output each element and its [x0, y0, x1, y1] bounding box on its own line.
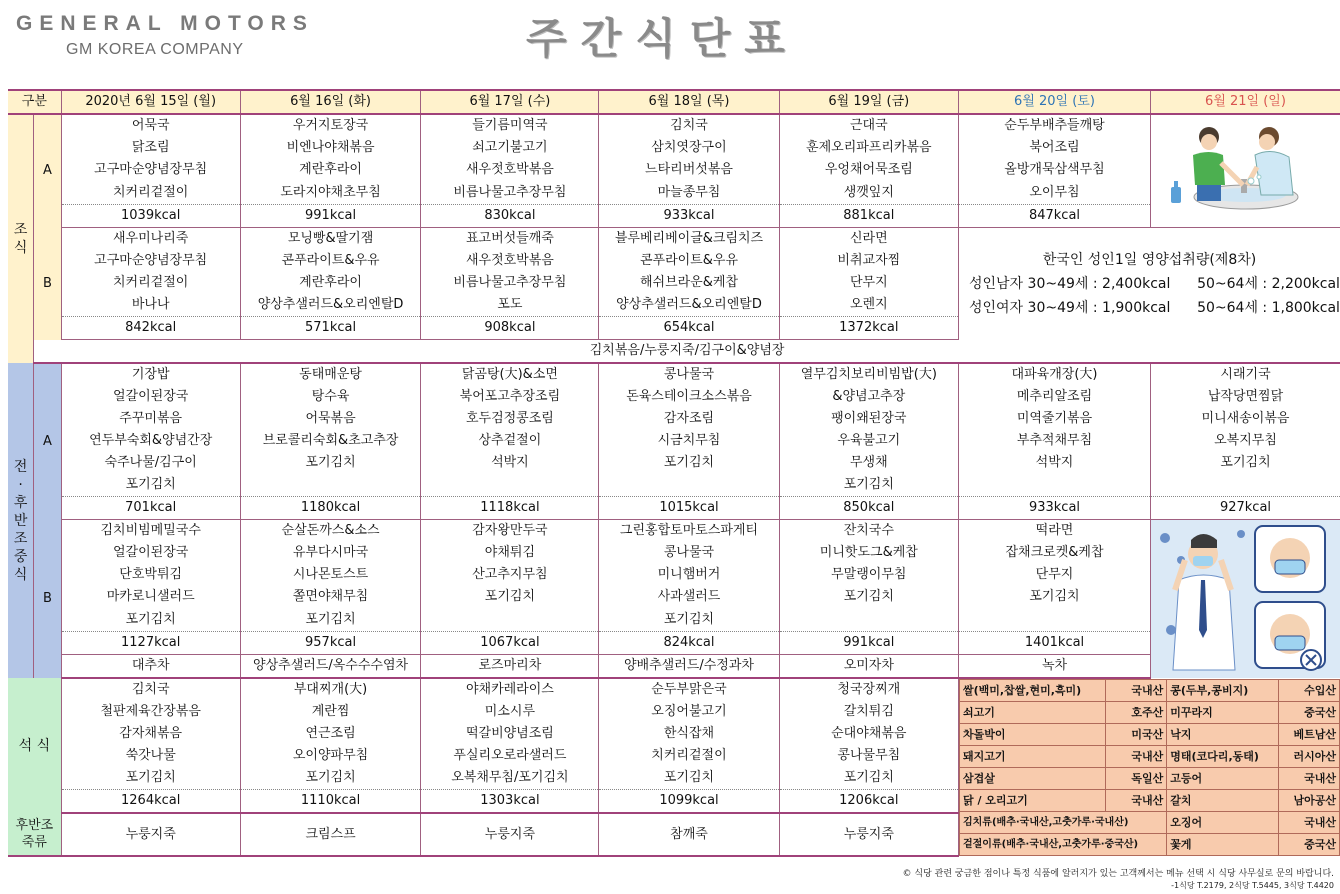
porridge-item: 참깨죽	[599, 813, 779, 856]
menu-item: 단호박튀김	[61, 564, 240, 586]
kcal: 830kcal	[421, 204, 599, 227]
menu-item: 열무김치보리비빔밥(大)	[779, 363, 958, 386]
menu-item: 포기김치	[61, 609, 240, 632]
menu-item: 블루베리베이글&크림치즈	[599, 228, 779, 251]
menu-item: 새우젓호박볶음	[421, 250, 599, 272]
menu-item: 얼갈이된장국	[61, 542, 240, 564]
origin-item: 명태(코다리,동태)	[1167, 746, 1279, 768]
menu-item: 한식잡채	[599, 723, 779, 745]
menu-item: 콩나물국	[599, 363, 779, 386]
menu-item: 순두부맑은국	[599, 678, 779, 701]
origin-item: 꽃게	[1167, 834, 1279, 856]
menu-item: 느타리버섯볶음	[599, 159, 779, 181]
origin-country: 국내산	[1106, 746, 1167, 768]
menu-item: 야채튀김	[421, 542, 599, 564]
menu-item: 얼갈이된장국	[61, 386, 240, 408]
menu-item: 무말랭이무침	[779, 564, 958, 586]
menu-item: 갈치튀김	[779, 701, 958, 723]
origin-table	[958, 678, 1340, 856]
menu-item: 미니새송이볶음	[1201, 411, 1290, 426]
drink-item: 양배추샐러드/수정과차	[599, 654, 779, 678]
header-row	[8, 90, 1340, 114]
menu-item: 순살돈까스&소스	[240, 520, 421, 543]
sub-b: B	[34, 520, 62, 679]
origin-item: 갈치	[1167, 790, 1279, 812]
menu-item: 상추겉절이	[421, 430, 599, 452]
origin-country: 국내산	[1106, 680, 1167, 702]
menu-item: 떡라면	[958, 520, 1150, 543]
menu-item: 김치비빔메밀국수	[61, 520, 240, 543]
menu-item: 청국장찌개	[779, 678, 958, 701]
kcal: 1039kcal	[61, 204, 240, 227]
menu-item: 계란찜	[240, 701, 421, 723]
menu-item: 그린홍합토마토스파게티	[599, 520, 779, 543]
menu-item: 포기김치	[958, 586, 1150, 608]
drink-item: 녹차	[958, 654, 1150, 678]
menu-item: 단무지	[958, 564, 1150, 586]
menu-item: 철판제육간장볶음	[61, 701, 240, 723]
menu-item: 고구마순양념장무침	[61, 159, 240, 181]
origin-country: 미국산	[1106, 724, 1167, 746]
kcal: 927kcal	[1151, 497, 1340, 520]
menu-item: 포기김치	[779, 474, 958, 497]
mask-illustration	[1151, 520, 1340, 679]
menu-item	[958, 474, 1150, 497]
menu-item: 오이무침	[958, 182, 1150, 205]
origin-item: 쌀(백미,찹쌀,현미,흑미)	[959, 680, 1105, 702]
menu-item: 유부다시마국	[240, 542, 421, 564]
menu-item: 연두부숙회&양념간장	[61, 430, 240, 452]
menu-item: 포기김치	[1220, 455, 1271, 470]
menu-item: 기장밥	[61, 363, 240, 386]
mask-icon	[1151, 520, 1331, 678]
menu-item: 대파육개장(大)	[958, 363, 1150, 386]
nutrition-title: 한국인 성인1일 영양섭취량(제8차)	[1042, 251, 1257, 268]
menu-item: 김치국	[599, 114, 779, 137]
kcal: 654kcal	[599, 317, 779, 340]
kcal: 933kcal	[958, 497, 1150, 520]
menu-item: 미니햄버거	[599, 564, 779, 586]
breakfast-common: 김치볶음/누룽지죽/김구이&양념장	[34, 340, 1340, 364]
menu-item: 비엔나야채볶음	[240, 137, 421, 159]
origin-country: 중국산	[1279, 834, 1340, 856]
kcal: 1099kcal	[599, 790, 779, 814]
kcal: 1264kcal	[61, 790, 240, 814]
menu-item: 오이양파무침	[240, 745, 421, 767]
menu-item: 어묵볶음	[240, 408, 421, 430]
menu-item: 우육불고기	[779, 430, 958, 452]
origin-country: 국내산	[1279, 768, 1340, 790]
kcal: 1303kcal	[421, 790, 599, 814]
footer-note: © 식당 관련 궁금한 점이나 특정 식품에 알러지가 있는 고객께서는 메뉴 선택 시 식당 사무실로 문의 바랍니다.	[902, 869, 1334, 879]
day-header: 6월 19일 (금)	[779, 90, 958, 114]
menu-item: 감자조림	[599, 408, 779, 430]
menu-item: 고구마순양념장무침	[61, 250, 240, 272]
menu-item: 마카로니샐러드	[61, 586, 240, 608]
menu-item: 오징어불고기	[599, 701, 779, 723]
menu-item: 포기김치	[779, 767, 958, 790]
kcal: 1015kcal	[599, 497, 779, 520]
menu-item: 부추적채무침	[958, 430, 1150, 452]
menu-item: 잔치국수	[779, 520, 958, 543]
menu-item: 쇠고기불고기	[421, 137, 599, 159]
menu-item: 양상추샐러드&오리엔탈D	[240, 294, 421, 317]
handwash-icon	[1151, 115, 1331, 227]
menu-item: 포기김치	[61, 767, 240, 790]
drink-item: 로즈마리차	[421, 654, 599, 678]
weekly-menu-table	[8, 89, 1340, 857]
menu-item: 모닝빵&딸기잼	[240, 228, 421, 251]
day-header: 2020년 6월 15일 (월)	[61, 90, 240, 114]
menu-item	[779, 609, 958, 632]
menu-item: 주꾸미볶음	[61, 408, 240, 430]
origin-item: 고등어	[1167, 768, 1279, 790]
menu-item: 우엉채어묵조림	[779, 159, 958, 181]
menu-item: 훈제오리파프리카볶음	[779, 137, 958, 159]
kcal: 850kcal	[779, 497, 958, 520]
menu-item: 부대찌개(大)	[240, 678, 421, 701]
origin-item: 돼지고기	[959, 746, 1105, 768]
kcal: 1118kcal	[421, 497, 599, 520]
origin-country: 러시아산	[1279, 746, 1340, 768]
menu-item: 돈육스테이크소스볶음	[599, 386, 779, 408]
kcal: 1180kcal	[240, 497, 421, 520]
menu-item: 미소시루	[421, 701, 599, 723]
footer-phones: -1식당 T.2179, 2식당 T.5445, 3식당 T.4420	[1171, 881, 1334, 890]
porridge-item: 누룽지죽	[61, 813, 240, 856]
menu-item: 포기김치	[240, 609, 421, 632]
origin-country: 호주산	[1106, 702, 1167, 724]
menu-item: 탕수육	[240, 386, 421, 408]
kcal: 991kcal	[240, 204, 421, 227]
menu-item: 계란후라이	[240, 272, 421, 294]
origin-item: 닭 / 오리고기	[959, 790, 1105, 812]
menu-item: 표고버섯들깨죽	[421, 228, 599, 251]
kcal: 1401kcal	[958, 631, 1150, 654]
menu-item: 비름나물고추장무침	[421, 182, 599, 205]
menu-item: 북어포고추장조림	[421, 386, 599, 408]
kcal: 571kcal	[240, 317, 421, 340]
kcal: 933kcal	[599, 204, 779, 227]
menu-item: 납작당면찜닭	[1207, 389, 1284, 404]
gm-logo-text: GENERAL MOTORS	[16, 12, 314, 35]
handwash-illustration	[1151, 114, 1340, 228]
menu-item: 삼치엿장구이	[599, 137, 779, 159]
menu-item: 순대야채볶음	[779, 723, 958, 745]
menu-item: 석박지	[421, 452, 599, 474]
drink-item: 대추차	[61, 654, 240, 678]
menu-item: 무생채	[779, 452, 958, 474]
kcal: 701kcal	[61, 497, 240, 520]
menu-item: 바나나	[61, 294, 240, 317]
menu-item: 연근조림	[240, 723, 421, 745]
menu-item: 닭곰탕(大)&소면	[421, 363, 599, 386]
menu-item: 북어조림	[958, 137, 1150, 159]
menu-item: 콩나물국	[599, 542, 779, 564]
menu-item: 산고추지무침	[421, 564, 599, 586]
gm-korea-text: GM KOREA COMPANY	[66, 41, 244, 58]
menu-item: 생깻잎지	[779, 182, 958, 205]
menu-item: 시나몬토스트	[240, 564, 421, 586]
porridge-item: 누룽지죽	[421, 813, 599, 856]
kcal: 824kcal	[599, 631, 779, 654]
menu-item: 근대국	[779, 114, 958, 137]
origin-item: 삼겹살	[959, 768, 1105, 790]
menu-item: 계란후라이	[240, 159, 421, 181]
nutrition-female: 성인여자 30~49세 : 1,900kcal 50~64세 : 1,800kcal	[968, 299, 1340, 316]
kcal: 908kcal	[421, 317, 599, 340]
header-label: 구분	[8, 90, 61, 114]
menu-item: 메추리알조림	[958, 386, 1150, 408]
section-lunch: 전·후반조 중식	[8, 363, 34, 678]
kcal: 957kcal	[240, 631, 421, 654]
menu-item: 치커리겉절이	[61, 272, 240, 294]
menu-item: 포기김치	[599, 452, 779, 474]
menu-item: 김치국	[61, 678, 240, 701]
sub-a: A	[34, 363, 62, 520]
menu-item: 닭조림	[61, 137, 240, 159]
menu-item: 쑥갓나물	[61, 745, 240, 767]
origin-country: 독일산	[1106, 768, 1167, 790]
menu-item: 잡채크로켓&케찹	[958, 542, 1150, 564]
origin-country: 남아공산	[1279, 790, 1340, 812]
menu-item: 쫄면야채무침	[240, 586, 421, 608]
menu-item: 석박지	[958, 452, 1150, 474]
menu-item: 시금치무침	[599, 430, 779, 452]
menu-item: 호두검정콩조림	[421, 408, 599, 430]
menu-item: 들기름미역국	[421, 114, 599, 137]
origin-item: 콩(두부,콩비지)	[1167, 680, 1279, 702]
origin-item: 차돌박이	[959, 724, 1105, 746]
origin-item: 쇠고기	[959, 702, 1105, 724]
menu-item: 사과샐러드	[599, 586, 779, 608]
menu-item: 도라지야채초무침	[240, 182, 421, 205]
menu-item: 푸실리오로라샐러드	[421, 745, 599, 767]
menu-item	[421, 474, 599, 497]
kcal: 1127kcal	[61, 631, 240, 654]
nutrition-male: 성인남자 30~49세 : 2,400kcal 50~64세 : 2,200kcal	[968, 275, 1340, 292]
menu-item: 포기김치	[240, 767, 421, 790]
menu-item	[421, 609, 599, 632]
menu-item	[240, 474, 421, 497]
kcal: 847kcal	[958, 204, 1150, 227]
origin-country: 중국산	[1279, 702, 1340, 724]
menu-item: 미역줄기볶음	[958, 408, 1150, 430]
menu-item: 숙주나물/김구이	[61, 452, 240, 474]
origin-country: 수입산	[1279, 680, 1340, 702]
menu-item: 콘푸라이트&우유	[240, 250, 421, 272]
kcal: 1372kcal	[779, 317, 958, 340]
porridge-item: 누룽지죽	[779, 813, 958, 856]
menu-item: 비름나물고추장무침	[421, 272, 599, 294]
origin-item: 오징어	[1167, 812, 1279, 834]
sub-a: A	[34, 114, 62, 228]
origin-item: 김치류(배추·국내산,고춧가루·국내산)	[959, 812, 1166, 834]
porridge-item: 크림스프	[240, 813, 421, 856]
menu-item: 떡갈비양념조림	[421, 723, 599, 745]
section-dinner: 석 식	[8, 678, 61, 813]
menu-item: 포도	[421, 294, 599, 317]
menu-item: 양상추샐러드&오리엔탈D	[599, 294, 779, 317]
drink-item: 오미자차	[779, 654, 958, 678]
drink-item: 양상추샐러드/옥수수수염차	[240, 654, 421, 678]
menu-item: 포기김치	[599, 609, 779, 632]
origin-item: 겉절이류(배추·국내산,고춧가루·중국산)	[959, 834, 1166, 856]
day-header: 6월 16일 (화)	[240, 90, 421, 114]
sub-b: B	[34, 228, 62, 340]
day-header: 6월 18일 (목)	[599, 90, 779, 114]
menu-item: 비취교자찜	[779, 250, 958, 272]
menu-item: 우거지토장국	[240, 114, 421, 137]
menu-item: 순두부배추들깨탕	[958, 114, 1150, 137]
menu-item: 오복지무침	[1214, 433, 1277, 448]
menu-item: 동태매운탕	[240, 363, 421, 386]
day-header: 6월 17일 (수)	[421, 90, 599, 114]
menu-item: 어묵국	[61, 114, 240, 137]
menu-item: 포기김치	[240, 452, 421, 474]
menu-item: 해쉬브라운&케찹	[599, 272, 779, 294]
menu-item: 오복채무침/포기김치	[421, 767, 599, 790]
menu-item: 새우미나리죽	[61, 228, 240, 251]
kcal: 1110kcal	[240, 790, 421, 814]
menu-item: 감자채볶음	[61, 723, 240, 745]
menu-item: 마늘종무침	[599, 182, 779, 205]
origin-country: 국내산	[1279, 812, 1340, 834]
menu-item: 포기김치	[779, 586, 958, 608]
menu-item	[1151, 474, 1340, 497]
menu-item: 올방개묵삼색무침	[958, 159, 1150, 181]
menu-item	[599, 474, 779, 497]
menu-item: &양념고추장	[779, 386, 958, 408]
menu-item: 팽이왜된장국	[779, 408, 958, 430]
kcal: 842kcal	[61, 317, 240, 340]
kcal: 881kcal	[779, 204, 958, 227]
menu-item: 신라면	[779, 228, 958, 251]
origin-country: 베트남산	[1279, 724, 1340, 746]
menu-item: 포기김치	[61, 474, 240, 497]
menu-item: 콩나물무침	[779, 745, 958, 767]
nutrition-info	[958, 228, 1340, 340]
menu-item: 단무지	[779, 272, 958, 294]
menu-item: 시래기국	[1220, 367, 1271, 382]
kcal: 1067kcal	[421, 631, 599, 654]
menu-item: 콘푸라이트&우유	[599, 250, 779, 272]
origin-item: 낙지	[1167, 724, 1279, 746]
origin-item: 미꾸라지	[1167, 702, 1279, 724]
origin-country: 국내산	[1106, 790, 1167, 812]
menu-item: 치커리겉절이	[61, 182, 240, 205]
kcal: 1206kcal	[779, 790, 958, 814]
menu-item: 브로콜리숙회&초고추장	[240, 430, 421, 452]
menu-item	[958, 609, 1150, 632]
menu-item: 포기김치	[599, 767, 779, 790]
section-porridge: 후반조 죽류	[8, 813, 61, 856]
menu-item: 새우젓호박볶음	[421, 159, 599, 181]
menu-item: 미니핫도그&케찹	[779, 542, 958, 564]
menu-item: 야채카레라이스	[421, 678, 599, 701]
kcal: 991kcal	[779, 631, 958, 654]
menu-item: 감자왕만두국	[421, 520, 599, 543]
menu-item: 포기김치	[421, 586, 599, 608]
page-title: 주간식단표	[526, 14, 799, 63]
menu-item: 치커리겉절이	[599, 745, 779, 767]
day-header-sunday: 6월 21일 (일)	[1151, 90, 1340, 114]
section-breakfast: 조식	[8, 114, 34, 363]
menu-item: 오렌지	[779, 294, 958, 317]
day-header-saturday: 6월 20일 (토)	[958, 90, 1150, 114]
